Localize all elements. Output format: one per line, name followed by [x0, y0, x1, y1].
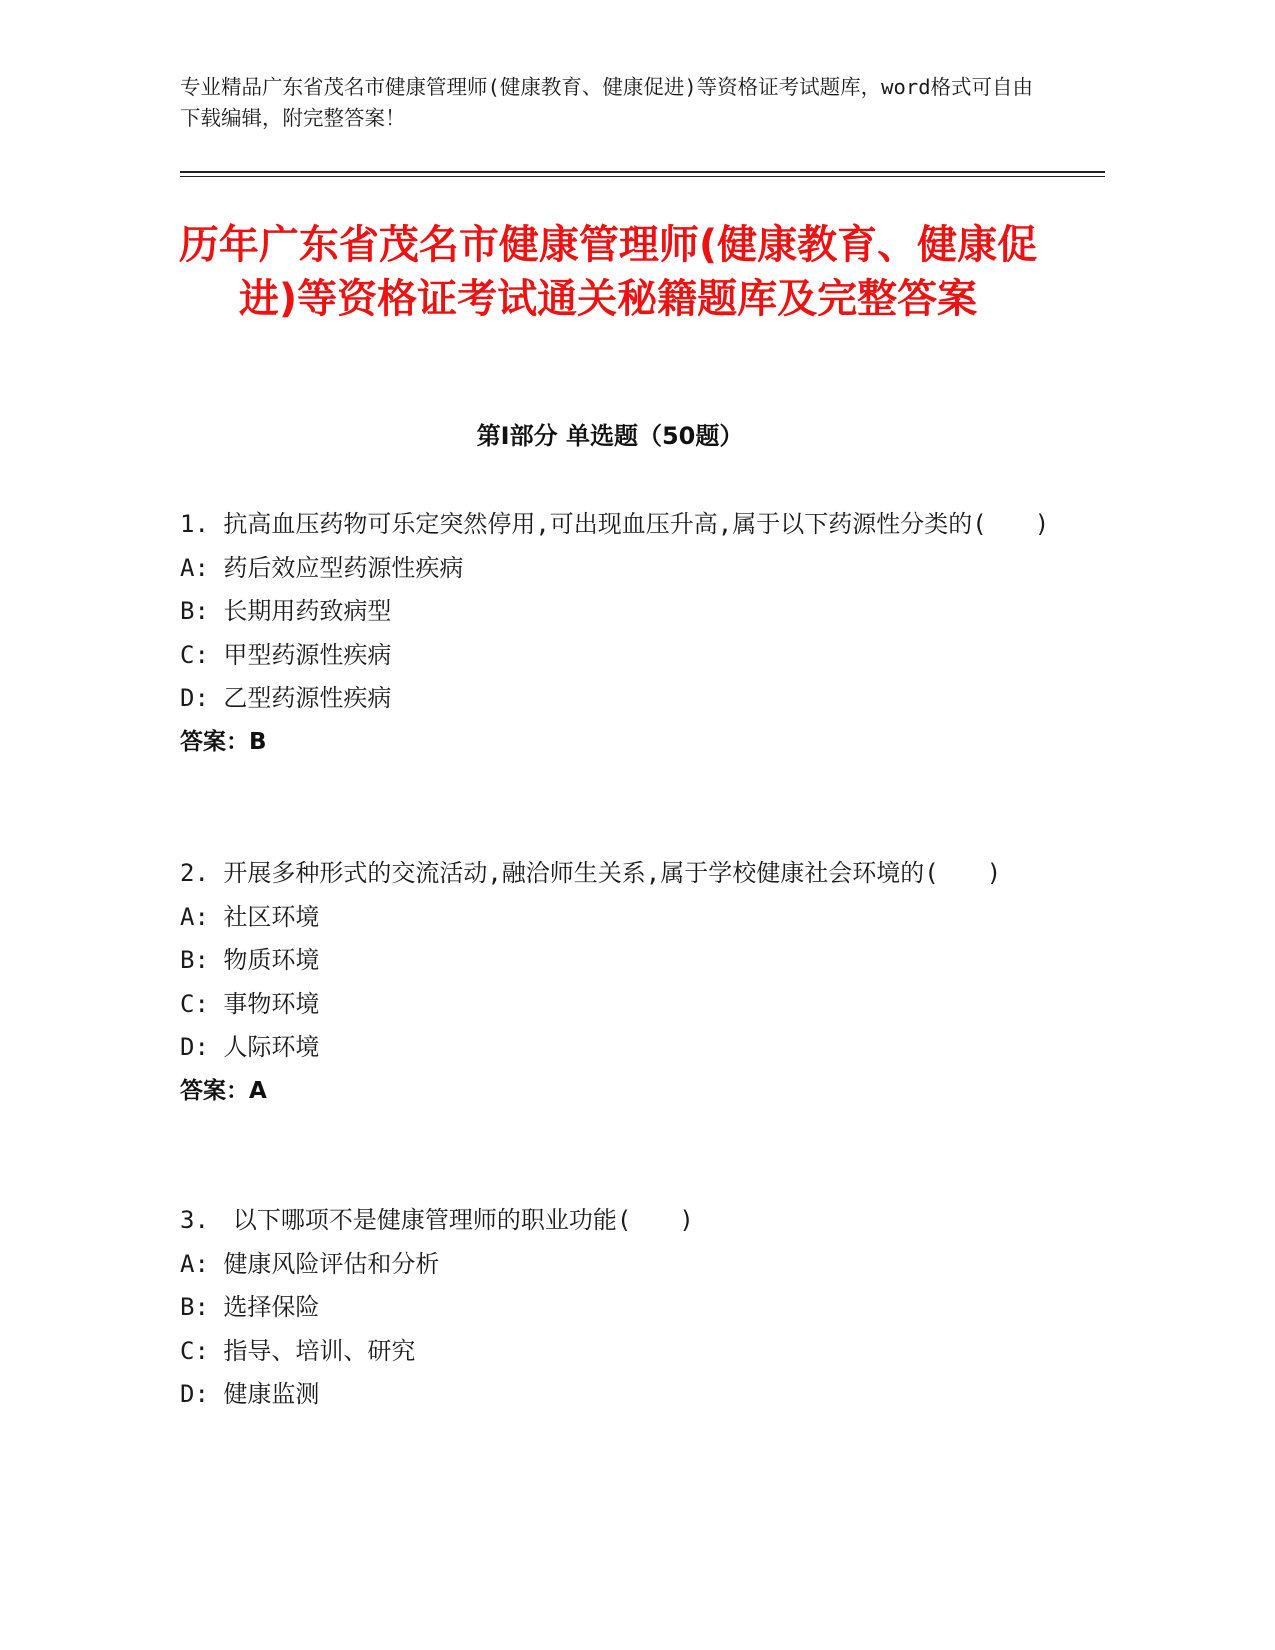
option-c: C: 事物环境 [180, 989, 320, 1018]
question-stem: 1. 抗高血压药物可乐定突然停用,可出现血压升高,属于以下药源性分类的( ) [180, 510, 1050, 538]
question-stem: 2. 开展多种形式的交流活动,融洽师生关系,属于学校健康社会环境的( ) [180, 859, 1002, 887]
header-divider-thin [180, 176, 1105, 177]
option-a: A: 社区环境 [180, 902, 320, 931]
option-d: D: 人际环境 [180, 1033, 320, 1061]
answer-line: 答案：A [180, 1077, 267, 1104]
header-divider-thick [180, 171, 1105, 173]
answer-line: 答案：B [180, 728, 267, 755]
header-note: 专业精品广东省茂名市健康管理师(健康教育、健康促进)等资格证考试题库，word格式可自由下载编辑，附完整答案！ [180, 75, 1034, 130]
option-c: C: 甲型药源性疾病 [180, 640, 392, 669]
option-a: A: 健康风险评估和分析 [180, 1249, 440, 1278]
question-3 [180, 1199, 1050, 1417]
question-2 [180, 852, 1050, 1113]
option-d: D: 健康监测 [180, 1380, 320, 1408]
option-b: B: 长期用药致病型 [180, 597, 392, 625]
document-title: 历年广东省茂名市健康管理师(健康教育、健康促进)等资格证考试通关秘籍题库及完整答案 [178, 222, 1038, 322]
option-b: B: 物质环境 [180, 946, 320, 974]
question-stem: 3. 以下哪项不是健康管理师的职业功能( ) [180, 1206, 694, 1234]
option-a: A: 药后效应型药源性疾病 [180, 553, 464, 582]
option-c: C: 指导、培训、研究 [180, 1336, 416, 1365]
question-1 [180, 503, 1050, 764]
option-b: B: 选择保险 [180, 1293, 320, 1321]
section-heading: 第Ⅰ部分 单选题（50题） [476, 422, 744, 450]
option-d: D: 乙型药源性疾病 [180, 684, 392, 712]
